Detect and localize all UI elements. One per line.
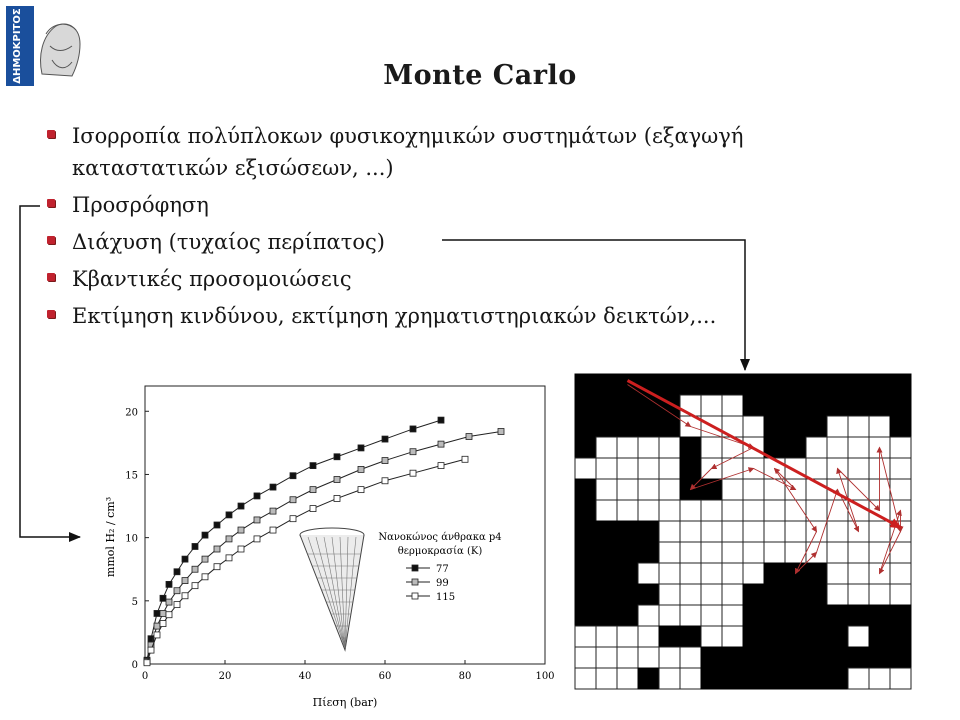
logo-text: ΔΗΜΟΚΡΙΤΟΣ	[12, 8, 23, 84]
x-tick-label: 60	[378, 671, 392, 682]
bullet-text: Εκτίμηση κινδύνου, εκτίμηση χρηματιστηριακών δεικτών,...	[72, 304, 717, 328]
x-tick-label: 80	[458, 671, 472, 682]
legend-title-line1: Νανοκώνος άνθρακα p4	[378, 532, 502, 543]
connector-adsorption-to-chart	[20, 206, 80, 537]
connector-diffusion-to-lattice	[442, 240, 745, 370]
chart-x-axis-label: Πίεση (bar)	[312, 696, 378, 709]
slide-title: Monte Carlo	[383, 60, 577, 91]
y-tick-label: 5	[131, 596, 138, 608]
x-tick-label: 20	[218, 671, 232, 682]
legend-label: 77	[436, 564, 449, 575]
legend-label: 99	[436, 578, 449, 589]
legend-label: 115	[436, 592, 456, 603]
x-tick-label: 40	[298, 671, 312, 682]
y-tick-label: 0	[131, 660, 138, 671]
bullet-text: Κβαντικές προσομοιώσεις	[72, 267, 352, 291]
y-tick-label: 15	[125, 470, 138, 482]
bullet-text: Ισορροπία πολύπλοκων φυσικοχημικών συστημάτων (εξαγωγή καταστατικών εξισώσεων, ...)	[72, 124, 744, 180]
y-tick-label: 10	[125, 533, 138, 545]
x-tick-label: 0	[141, 671, 149, 682]
chart-y-axis-label: mmol H₂ / cm³	[104, 496, 117, 578]
x-tick-label: 100	[535, 671, 555, 682]
legend-title-line2: θερμοκρασία (K)	[397, 546, 483, 557]
y-tick-label: 20	[125, 407, 138, 419]
bullet-text: Προσρόφηση	[72, 193, 209, 217]
bullet-text: Διάχυση (τυχαίος περίπατος)	[72, 230, 385, 254]
